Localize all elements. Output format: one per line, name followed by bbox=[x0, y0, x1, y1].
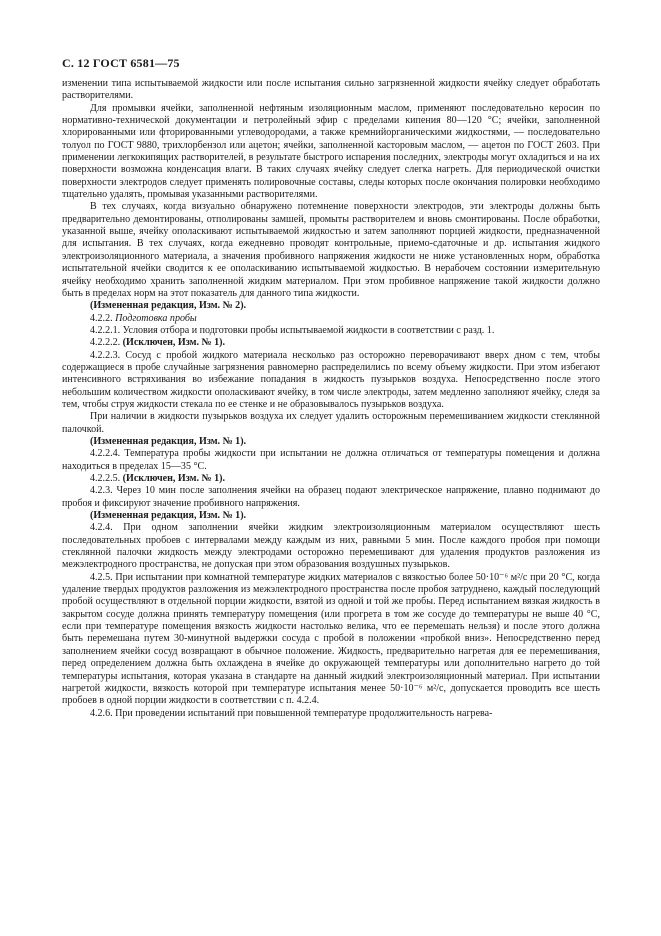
paragraph: 4.2.3. Через 10 мин после заполнения ячейки на образец подают электрическое напряжение, плавно поднимают до пробоя и фиксируют значение пробивного напряжения. bbox=[62, 485, 600, 509]
paragraph: Для промывки ячейки, заполненной нефтяным изоляционным маслом, применяют последовательно керосин по нормативно-технической документации и петролейный эфир с пределами кипения 80—120 °C; ячейки, заполненной хлорированными или фторированными углеводородами, а также кремнийорганическими жидкостями, — последовательно толуол по ГОСТ 9880, трихлорбензол или ацетон; ячейки, заполненной касторовым маслом, — ацетон по ГОСТ 2603. При применении легкокипящих растворителей, в результате быстрого испарения последних, электроды могут охладиться и на их поверхности возможна конденсация влаги. В таких случаях ячейку следует слегка нагреть. Для периодической очистки поверхности электродов следует применять полировочные составы, следы которых после окончания полировки необходимо тщательно удалять, промывая указанными растворителями. bbox=[62, 102, 600, 201]
paragraph: (Измененная редакция, Изм. № 2). bbox=[90, 300, 247, 312]
document-body bbox=[62, 78, 600, 720]
paragraph: 4.2.6. При проведении испытаний при повышенной температуре продолжительность нагрева- bbox=[90, 707, 493, 719]
paragraph: (Измененная редакция, Изм. № 1). bbox=[90, 435, 247, 447]
paragraph: 4.2.5. При испытании при комнатной температуре жидких материалов с вязкостью более 50·10⁻⁶ м²/с при 20 °C, когда удаление твердых продуктов разложения из межэлектродного пространства после пробоя затруднено, каждый последующий пробой осуществляют в отдельной порции жидкости, взятой из одной и той же пробы. Перед испытанием вязкая жидкость в закрытом сосуде должна принять температуру помещения (или прогрета в том же сосуде до температуры не выше 40 °C, если при температуре помещения вязкость жидкости настолько велика, что ее перемешать нельзя) и после этого должна быть перемешана путем 30-минутной выдержки сосуда с пробой в положении «пробкой вниз». Непосредственно перед заполнением ячейки сосуд возвращают в обычное положение. Жидкость, предварительно нагретая для ее перемешивания, перед определением должна быть охлаждена в ячейке до окружающей температуры или дополнительно нагрето до той температуры испытания, которая указана в стандарте на данный жидкий электроизоляционный материал. При испытании нагретой жидкости, вязкость которой при температуре испытания менее 50·10⁻⁶ м²/с, допускается проводить все шесть пробоев в одной порции жидкости в соответствии с п. 4.2.4. bbox=[62, 571, 600, 707]
paragraph: При наличии в жидкости пузырьков воздуха их следует удалить осторожным перемешиванием жидкости стеклянной палочкой. bbox=[62, 411, 600, 435]
paragraph: 4.2.2.4. Температура пробы жидкости при испытании не должна отличаться от температуры помещения и должна находиться в пределах 15—35 °C. bbox=[62, 448, 600, 472]
page-header: С. 12 ГОСТ 6581—75 bbox=[62, 56, 180, 70]
paragraph: (Измененная редакция, Изм. № 1). bbox=[90, 510, 247, 522]
paragraph: 4.2.2.5. (Исключен, Изм. № 1). bbox=[90, 473, 225, 484]
paragraph: 4.2.2.2. (Исключен, Изм. № 1). bbox=[90, 337, 225, 349]
paragraph: 4.2.2. Подготовка пробы bbox=[90, 312, 197, 324]
paragraph: 4.2.4. При одном заполнении ячейки жидким электроизоляционным материалом осуществляют шесть последовательных пробоев с интервалами между каждым из них, равными 5 мин. После каждого пробоя при помощи стеклянной палочки жидкость между электродами осторожно перемешивают для удаления продуктов разложения из межэлектродного пространства, не допуская при этом образования воздушных пузырьков. bbox=[62, 522, 600, 571]
paragraph: изменении типа испытываемой жидкости или после испытания сильно загрязненной жидкости ячейку следует обработать растворителями. bbox=[62, 78, 600, 102]
paragraph: 4.2.2.1. Условия отбора и подготовки пробы испытываемой жидкости в соответствии с разд. 1. bbox=[90, 324, 495, 336]
paragraph: 4.2.2.3. Сосуд с пробой жидкого материала несколько раз осторожно переворачивают вверх дном с тем, чтобы содержащиеся в пробе случайные загрязнения равномерно распределились по всему объему жидкости. При этом избегают интенсивного встряхивания во избежание попадания в жидкость пузырьков воздуха. Непосредственно после этого небольшим количеством жидкости ополаскивают ячейку, в том числе электроды, затем медленно заполняют ячейку, следя за тем, чтобы струя жидкости стекала по ее стенке и не образовывалось пузырьков воздуха. bbox=[62, 349, 600, 410]
paragraph: В тех случаях, когда визуально обнаружено потемнение поверхности электродов, эти электроды должны быть предварительно демонтированы, отполированы замшей, промыты растворителем и вновь смонтированы. После обработки, указанной выше, ячейку ополаскивают испытываемой жидкостью и затем заполняют порцией жидкости, предназначенной для испытания. В тех случаях, когда ежедневно проводят контрольные, приемо-сдаточные и др. испытания жидкого электроизоляционного материала, а значения пробивного напряжения жидкости не ниже установленных норм, обработка испытательной ячейки сводится к ее ополаскиванию испытываемой жидкостью. В нерабочем состоянии измерительную ячейку необходимо хранить заполненной жидким материалом. При этом пробивное напряжение такой жидкости должно быть в пределах норм на этот показатель для данного типа жидкости. bbox=[62, 201, 600, 299]
